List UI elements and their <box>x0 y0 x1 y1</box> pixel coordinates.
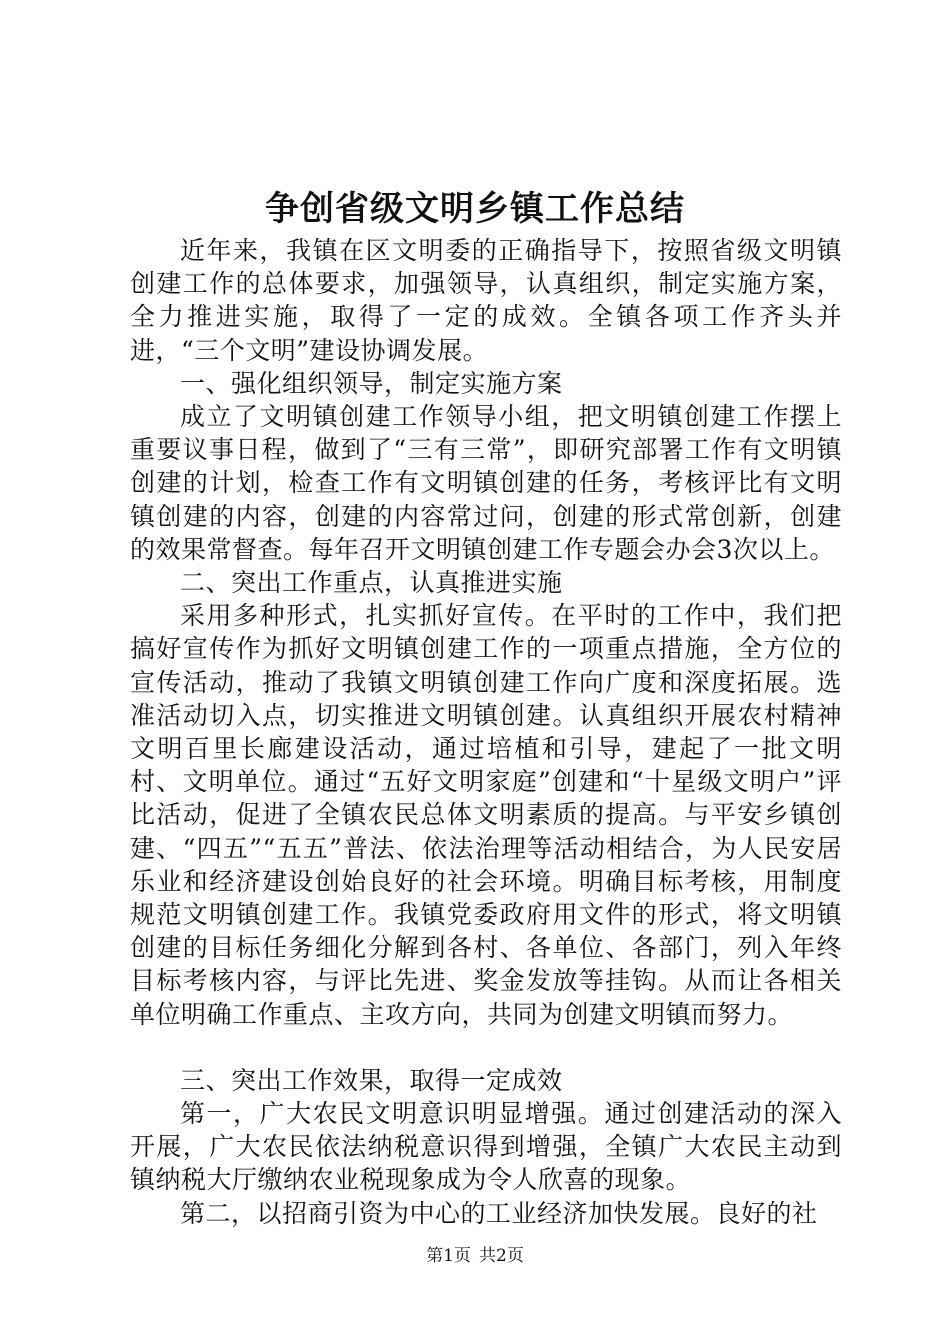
paragraph-section-3-first: 第一，广大农民文明意识明显增强。通过创建活动的深入开展，广大农民依法纳税意识得到增强，全镇广大农民主动到镇纳税大厅缴纳农业税现象成为令人欣喜的现象。 <box>130 1099 842 1195</box>
page-footer <box>0 1245 950 1267</box>
paragraph-section-1: 成立了文明镇创建工作领导小组，把文明镇创建工作摆上重要议事日程，做到了“三有三常”，即研究部署工作有文明镇创建的计划，检查工作有文明镇创建的任务，考核评比有文明镇创建的内容，创建的内容常过问，创建的形式常创新，创建的效果常督查。每年召开文明镇创建工作专题会办会3次以上。 <box>130 402 842 564</box>
document-body <box>130 234 842 1230</box>
paragraph-intro: 近年来，我镇在区文明委的正确指导下，按照省级文明镇创建工作的总体要求，加强领导，认真组织，制定实施方案，全力推进实施，取得了一定的成效。全镇各项工作齐头并进，“三个文明”建设协调发展。 <box>130 236 842 365</box>
section-heading-2: 二、突出工作重点，认真推进实施 <box>180 568 563 598</box>
paragraph-section-3-second: 第二，以招商引资为中心的工业经济加快发展。良好的社 <box>180 1198 818 1228</box>
page-number: 第1页 <box>426 1246 471 1266</box>
section-heading-1: 一、强化组织领导，制定实施方案 <box>180 368 563 398</box>
document-title: 争创省级文明乡镇工作总结 <box>265 189 685 229</box>
section-heading-3: 三、突出工作效果，取得一定成效 <box>180 1065 563 1095</box>
paragraph-section-2: 采用多种形式，扎实抓好宣传。在平时的工作中，我们把搞好宣传作为抓好文明镇创建工作的一项重点措施，全方位的宣传活动，推动了我镇文明镇创建工作向广度和深度拓展。选准活动切入点，切实推进文明镇创建。认真组织开展农村精神文明百里长廊建设活动，通过培植和引导，建起了一批文明村、文明单位。通过“五好文明家庭”创建和“十星级文明户”评比活动，促进了全镇农民总体文明素质的提高。与平安乡镇创建、“四五”“五五”普法、依法治理等活动相结合，为人民安居乐业和经济建设创始良好的社会环境。明确目标考核，用制度规范文明镇创建工作。我镇党委政府用文件的形式，将文明镇创建的目标任务细化分解到各村、各单位、各部门，列入年终目标考核内容，与评比先进、奖金发放等挂钩。从而让各相关单位明确工作重点、主攻方向，共同为创建文明镇而努力。 <box>130 601 842 1029</box>
page-total: 共2页 <box>479 1246 524 1266</box>
